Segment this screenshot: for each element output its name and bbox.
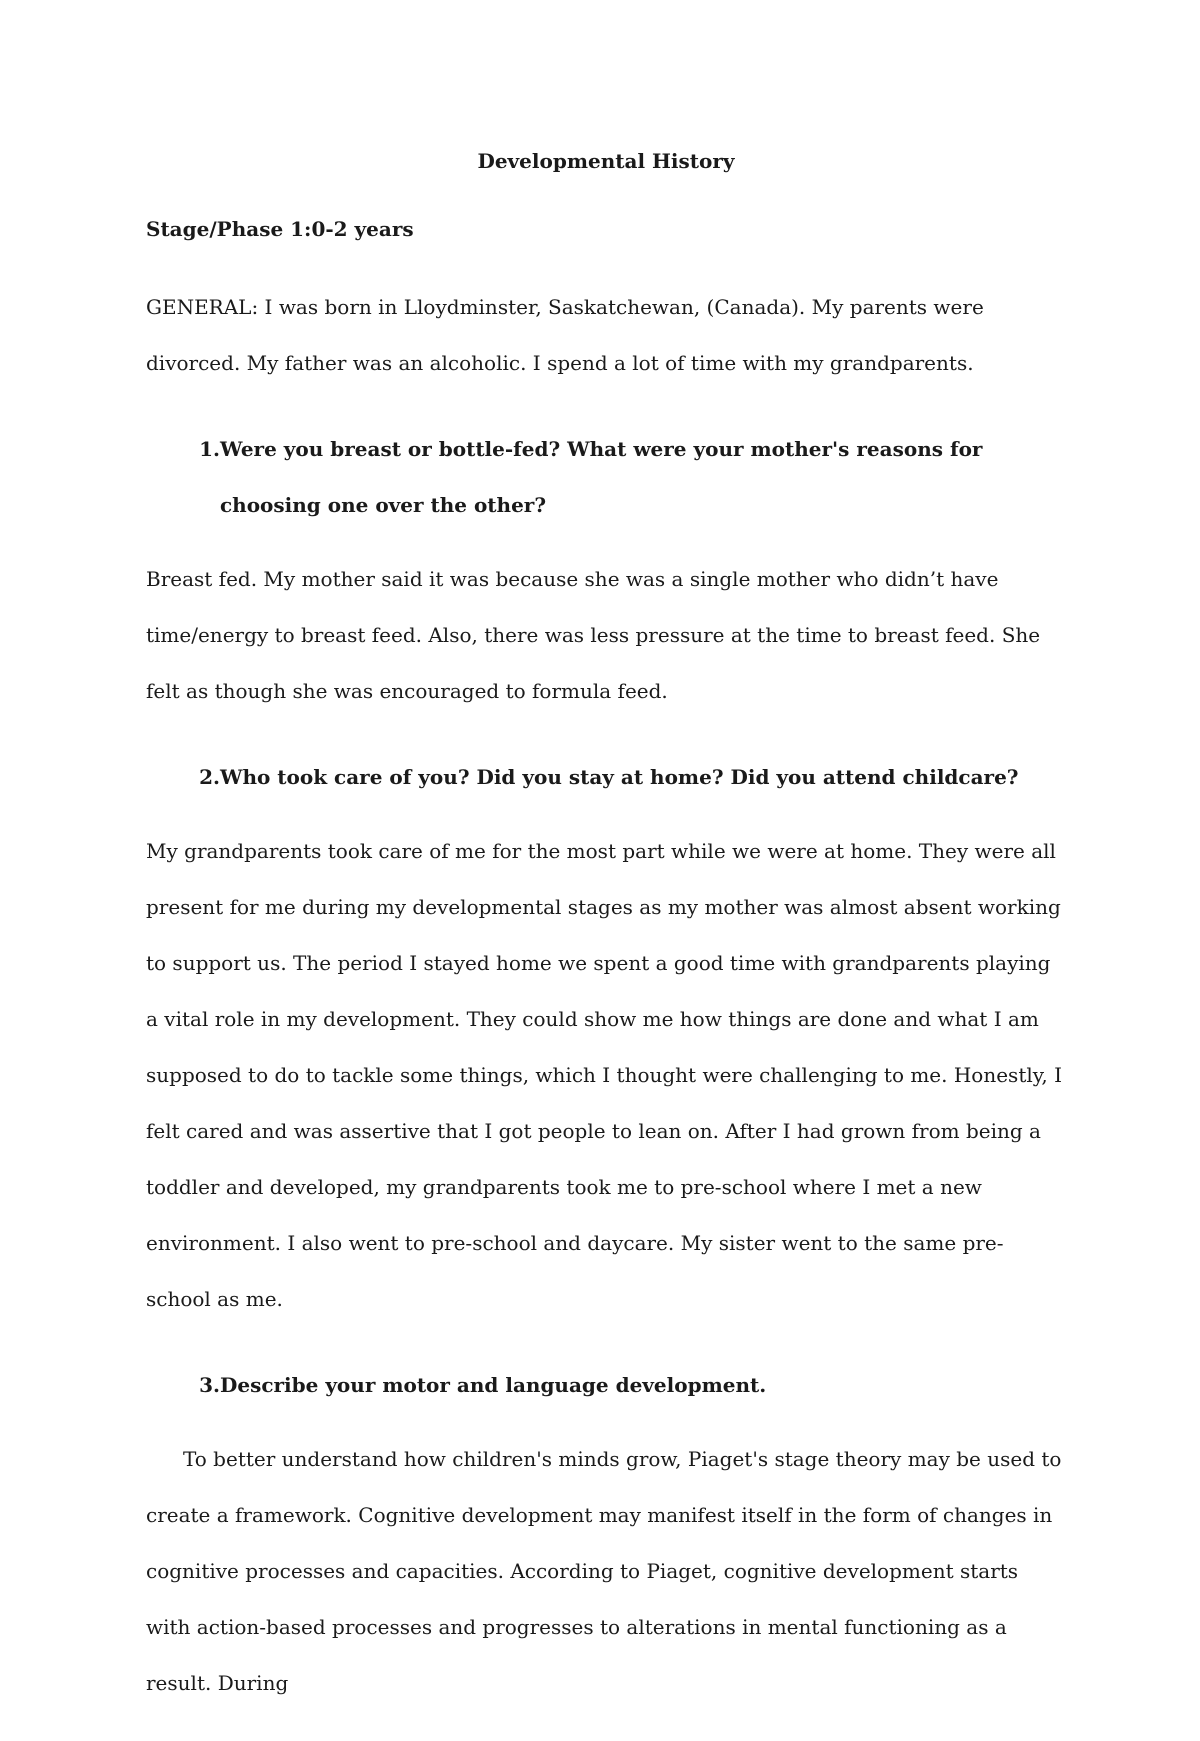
answer-2: My grandparents took care of me for the most part while we were at home. They were all present for me during my developmental stages as my mother was almost absent working to support us. The period I stayed home we spent a good time with grandparents playing a vital role in my development. They could show me how things are done and what I am supposed to do to tackle some things, which I thought were challenging to me. Honestly, I felt cared and was assertive that I got people to lean on. After I had grown from being a toddler and developed, my grandparents took me to pre-school where I met a new environment. I also went to pre-school and daycare. My sister went to the same pre-school as me. <box>146 839 1063 1311</box>
general-paragraph: GENERAL: I was born in Lloydminster, Saskatchewan, (Canada). My parents were divorced. My father was an alcoholic. I spend a lot of time with my grandparents. <box>146 295 984 375</box>
answer-3: To better understand how children's minds grow, Piaget's stage theory may be used to create a framework. Cognitive development may manifest itself in the form of changes in cognitive processes and capacities. According to Piaget, cognitive development starts with action-based processes and progresses to alterations in mental functioning as a result. During <box>146 1447 1062 1695</box>
document-title: Developmental History <box>477 149 735 173</box>
answer-1: Breast fed. My mother said it was because she was a single mother who didn’t have time/energy to breast feed. Also, there was less pressure at the time to breast feed. She felt as though she was encouraged to formula feed. <box>146 567 1041 703</box>
question-1 <box>146 421 1066 533</box>
question-text: Who took care of you? Did you stay at home? Did you attend childcare? <box>220 765 1019 789</box>
question-number: 3. <box>199 1373 220 1397</box>
question-number: 2. <box>199 765 220 789</box>
question-number: 1. <box>199 437 220 461</box>
document-page <box>146 143 1066 1741</box>
question-text: Describe your motor and language development. <box>220 1373 767 1397</box>
question-3 <box>146 1357 1066 1413</box>
question-text: Were you breast or bottle-fed? What were your mother's reasons for choosing one over the other? <box>220 437 983 517</box>
stage-heading: Stage/Phase 1:0-2 years <box>146 217 414 241</box>
question-2 <box>146 749 1066 805</box>
